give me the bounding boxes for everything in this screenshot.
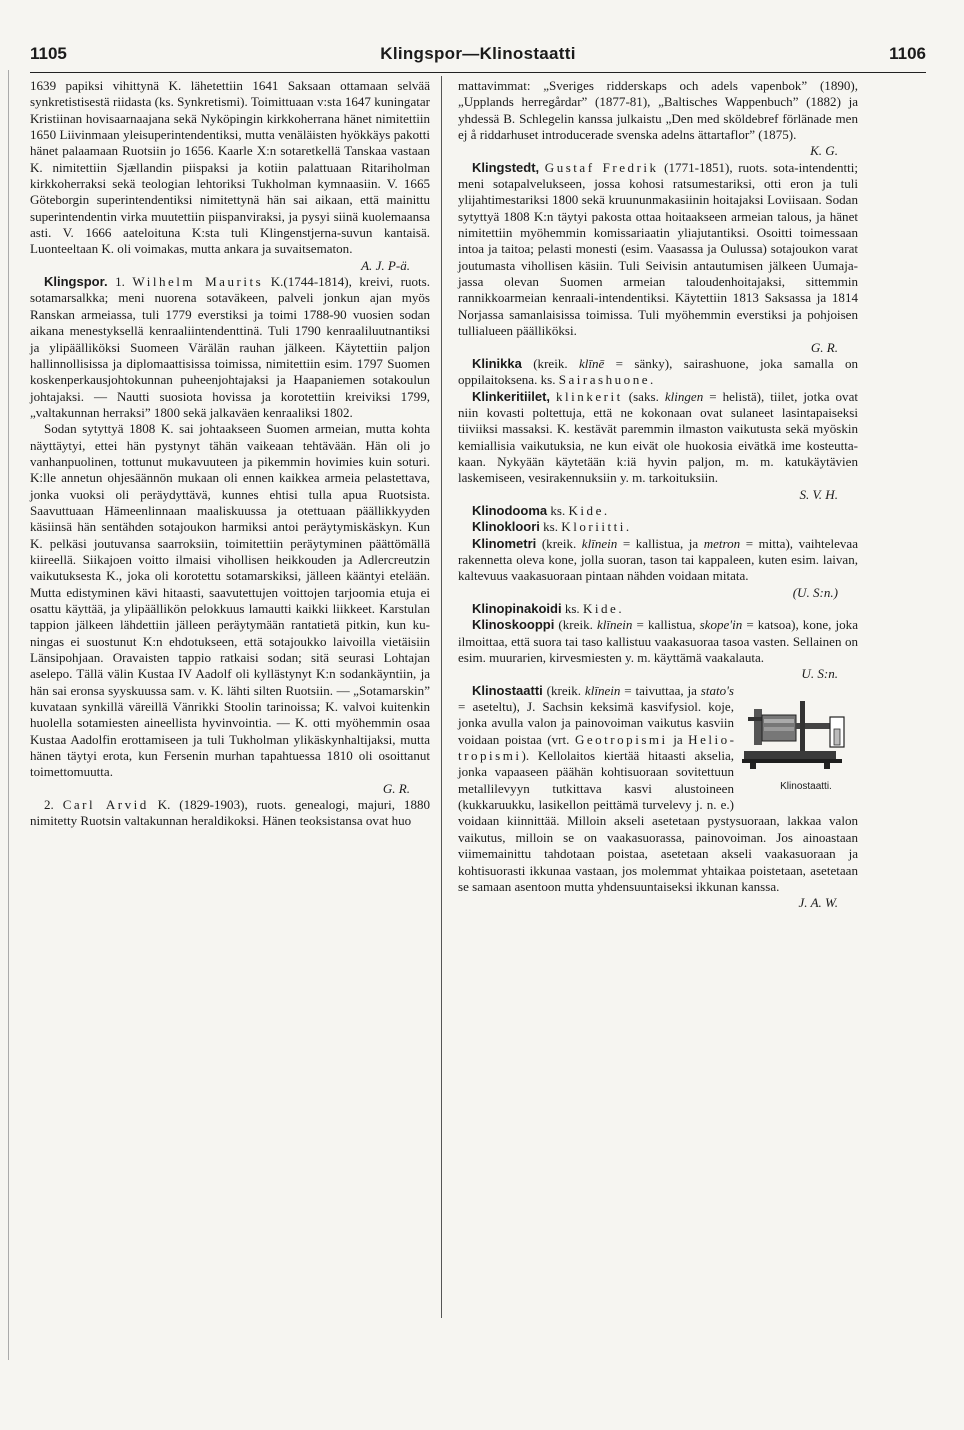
text: = kallistua, xyxy=(632,617,700,633)
text: (kreik. xyxy=(542,682,585,698)
headword: Klinkeritiilet, xyxy=(472,388,551,404)
text: . xyxy=(618,601,622,616)
entry-klinodooma xyxy=(458,503,858,519)
signature: J. A. W. xyxy=(798,895,838,911)
greek-word: klīnein xyxy=(584,682,621,698)
greek-word: metron xyxy=(703,535,741,551)
spaced-name: Carl Arvid xyxy=(62,797,149,813)
foreign-word: klingen xyxy=(664,388,704,404)
text: = helistä), tiilet, jotka ovat niin kovasti poltettuja, että ne kokonaan ovat sulaneet lasintapaiseksi tiiviiksi massaksi. K. kestävät paremmin ilmaston vaikutusta sekä myöskin kemiallisia vaikutuksia, ne kun eivät ole huokosia eivätkä imе kosteuttakaan. Nykyään käytetään k:iä hyvin paljon, m. m. katukäytävien laskemiseen, vesirakennuksiin y. m. tarkoituksiin. xyxy=(458,388,858,486)
right-column xyxy=(458,78,858,912)
klinostaatti-figure xyxy=(740,687,858,797)
headword: Klinometri xyxy=(472,535,537,551)
cross-reference: Kide xyxy=(582,601,619,616)
greek-word: klīnē xyxy=(578,355,605,371)
signature: K. G. xyxy=(810,143,838,159)
text: ks. xyxy=(561,601,583,616)
text: (kreik. xyxy=(521,355,579,371)
headword: Klingspor. xyxy=(44,274,108,290)
entry-klinostaatti xyxy=(458,683,858,895)
text: (kreik. xyxy=(536,535,582,551)
left-page-number: 1105 xyxy=(30,44,67,63)
text: = mitta), vaihtelevaa rakennetta oleva kone, jolla suoran, tason tai kappaleen, kuten esim. laivan, kaltevuus vaakasuoraan pintaan nähden voidaan mitata. xyxy=(458,535,858,584)
cross-reference: Kloriitti xyxy=(561,519,626,535)
signature: G. R. xyxy=(382,780,410,796)
text: (1771-1851), ruots. sota-intendentti; meni sotapalveluksееn, jossa kohosi ratsumestariksi, otti eron ja tuli ylijahtimestariksi 1800 sekä kruununmakasiinin hoitajaksi Loviisaan. Sodan sytyttyä 1808 K:n täytyi pakosta ottaa hoitaakseen armeian talous, ja hänet nimitettiin myöhemmin komissariaatin yliajutantiksi. Osoitti toimessaan intoa ja taitoa; pelasti monesti (esim. Vaasassa ja Oulussa) sotajoukon varat joutumasta vihollisen käsiin. Tuli Seivisin antautumisen jälkeen Uumajajassa olevan Suomen armeian taloudenhoitajaksi, sittemmin rannikkoarmeian kenraali-intendentiksi. Käytettiin 1813 Saksassa ja 1814 Norjassa samanlaisissa toimissa. Tuli myöhemmin everstiksi ja pohjoisen tullialueen päälliköksi. xyxy=(458,159,859,339)
signature: S. V. H. xyxy=(799,486,838,502)
greek-word: skope'in xyxy=(699,617,743,633)
entry-klinkeritiilet xyxy=(458,389,858,487)
text: ja xyxy=(667,731,689,747)
entry-klinokloori xyxy=(458,519,858,535)
text: ks. xyxy=(547,502,569,518)
cross-reference: Geotropismi xyxy=(574,731,668,747)
paragraph: mattavimmat: „Sveriges ridderskaps och adels vapenbok” (1890), „Upplands herregårdar” (1877-81), „Baltisches Wappenbuch” (1882) ja yhdessä B. Schlegelin kanssa julkaistu „Den med sköldеbref förlänade men ej å riddarhuset introducerade svenska adelns ättartaflor” (1875). xyxy=(458,78,858,143)
right-page-number: 1106 xyxy=(889,44,926,63)
spaced-name: klinkerit xyxy=(556,388,623,404)
greek-word: klīnein xyxy=(596,617,633,633)
greek-word: klīnein xyxy=(581,535,618,551)
page-header xyxy=(30,44,926,68)
entry-klinometri xyxy=(458,536,858,585)
spaced-name: Gustaf Fredrik xyxy=(544,159,659,175)
column-divider xyxy=(441,76,442,1318)
text: 1. xyxy=(107,274,133,290)
text: = taivuttaa, ja xyxy=(620,682,701,698)
text: = sänky), sairashuone, joka samalla on oppilaitoksena. ks. xyxy=(458,355,859,388)
text: = katsoa), kone, joka ilmoittaa, että suora tai taso kallistuu vaakasuoraa tasoa vasten. Sellainen on esim. muurarien, kirvesmiesten y. m. käyttämä vaakalauta. xyxy=(458,617,858,666)
greek-word: stato's xyxy=(700,682,734,698)
text: = aseteltu), J. Sachsin keksimä kasvifysiol. koje, jonka avulla valon ja painovoiman vaikutus kasviin voidaan poistaa (vrt. xyxy=(458,699,734,747)
cross-reference: Sairashuone xyxy=(558,372,651,388)
headword: Klingstedt, xyxy=(472,159,540,175)
entry-klingstedt xyxy=(458,160,858,340)
figure-caption: Klinostaatti. xyxy=(780,780,832,792)
text: = kallistua, ja xyxy=(617,535,704,551)
header-rule xyxy=(30,72,926,73)
text: (kreik. xyxy=(554,617,597,633)
headword: Klinodooma xyxy=(472,502,548,518)
running-title: Klingspor—Klinostaatti xyxy=(380,44,576,63)
entry-klinopinakoidi xyxy=(458,601,858,617)
text: . xyxy=(650,372,654,388)
page-margin-line xyxy=(8,70,9,1360)
text: ). Kellolaitos kiertää hitaasti akselia, jonka vapaaseen päähän kohtisuoraan sovitettuun metallilevyyn tutkittava kasvi alustoineen (kukkaruukku, lasikellon peittämä turvelevy j. n. e.) voidaan kiinnittää. Milloin akseli asetetaan pystysuoraan, lakkaa valon vaikutus, milloin se on vaakasuorassa, painovoiman. Jos ainoastaan viimemainittu tahdotaan poistaa, asetetaan akseli vaakasuoraan ja kohtisuorasti ikkunaa vastaan, jos molemmat yhtaikaa poistetaan, asetetaan se samaan asentoon mutta yhdensuuntaiseksi ikkunan kanssa. xyxy=(458,748,858,894)
headword: Klinoskooppi xyxy=(472,617,555,633)
headword: Klinokloori xyxy=(472,519,540,535)
paragraph: Sodan sytyttyä 1808 K. sai johtaakseen Suomen armeian, mutta kohta näyttäytyi, ettei hän pystynyt tähän vaikeaan tehtävään. Hän oli jo vanhanpuolinen, tottunut mukavuuteen ja pikemmin hovimies kuin soturi. K:lle annetun ohjesäännön mukaan oli ennen kaikkea armeia pelastettava, jonka vuoksi oli peräydyttävä, kunnes ehtisi tulla apua Ruotsista. Saavuttuaan Hämeenlinnaan maaliskuussa ja otettuaan päällikkyyden käsiinsä hän sentähden sotajoukon harmiksi antoi peräytymiskäskyn. Kun K. pelkäsi joutuvansa saarroksiin, toimitettiin peräytyminen päättömällä kiireellä. Siikajoen voitto ilmaisi vihollisen heikkouden ja Adlercreutzin vaikutuksesta K., joka oli korotettu sotamarskiksi, jälleen kääntyi etelään. Mutta edistyminen kävi hitaasti, saavutettujen voittojen tarjoomia etuja ei osattu käyttää, ja ylipäällikön pelokkuus lamautti kaikki liikkeet. Karstulan tappion jälkeen lähdettiin jälleen peräytymään rantatietä pitkin, kun kuningas ei suostunut K:n ehdotukseen, että sotajoukko laivoilla vietäisiin Länsipohjaan. Oravaisten tappio ratkaisi sodan; sitä seurasi Lohtajan aselepo. Tällä välin Kustaa IV Aadolf oli kyllästynyt K:n sodankäyntiin, ja hän sai eronsa syyskuussa sam. v. K. lähti silten Ruotsiin. — „Sotamarskin” kuvataan synkillä väreillä Vänrikki Stoolin tarinoissa; K. valvoi kuitenkin huolella sotamiesten aineellista hyvinvointia. — K. otti myöhemmin osaa Kustaa Aadolfin erottamiseen ja tuli Tukholman ylikäskynhaltijaksi, mutta hänen täytyi erota, kun Fersenin murhan tapahtuessa 1810 oli osoittanut toimettomuutta. xyxy=(30,421,430,780)
cross-reference: Kide xyxy=(568,502,604,518)
left-column xyxy=(30,78,430,830)
text: ks. xyxy=(539,519,562,535)
text: (saks. xyxy=(622,388,665,404)
paragraph: 1639 papiksi vihittynä K. lähetettiin 1641 Saksaan ottamaan selvää synkretistisestä riidasta (ks. Synkretismi). Toimittuaan v:sta 1647 kuningatar Kristiinan hovisaarnaajana sekä Nyköpingin kirkkoherrana hänet nimitettiin 1650 Liivinmaan yleisuperintendentiksi, mutta venäläisten hyökkäys pakotti hänet palaamaan Ruotsiin jo 1656. Kaarle X:n sotaretkellä Tanskaa vastaan K. nimitettiin Sjællandin piispaksi ja kotiin palattuaan Ritariholman kirkkoherraksi sekä teologian lehtoriksi Tukholman kymnaasiin. V. 1665 Göteborgin superintendentiksi nimitettynä hän sai aikaan, että mainittu superintendentin virka muutettiin piispanviraksi, ja pysyi siinä kuolemaansa asti. V. 1666 aateloituna K:sta tuli Klingenstjerna-suvun kantaisä. Luonteeltaan K. oli voimakas, mutta ankara ja suvaitsematon. xyxy=(30,78,430,257)
headword: Klinikka xyxy=(472,355,522,371)
text: K. (1829-1903), ruots. genealogi, majuri, 1880 nimitetty Ruotsin valtakunnan heraldikoksi. Hänen teoksistansa ovat huo xyxy=(30,797,431,829)
signature: U. S:n. xyxy=(801,666,838,682)
signature: (U. S:n.) xyxy=(792,584,838,600)
entry-klinoskooppi xyxy=(458,617,858,666)
spaced-name: Wilhelm Maurits xyxy=(132,274,264,290)
signature: A. J. P-ä. xyxy=(361,257,410,273)
signature: G. R. xyxy=(810,339,838,355)
klinostat-illustration xyxy=(740,687,858,779)
cross-reference: Heliotropismi xyxy=(458,731,734,764)
text: . xyxy=(603,502,608,518)
headword: Klinostaatti xyxy=(472,682,543,698)
text: . xyxy=(625,519,630,535)
entry-klinikka xyxy=(458,356,858,389)
entry-klingspor xyxy=(30,274,430,421)
headword: Klinopinakoidi xyxy=(472,601,562,616)
text: K.(1744-1814), kreivi, ruots. sotamarsalkka; meni nuorena sotaväkeen, palveli jonkun ajan myös Ranskan armeiassa, tuli 1779 everstiksi ja toimi 1788-90 vuosien sodan aikana menestyksellä kenraaliintendenttinä. Tuli 1790 kenraaliluutnantiksi ja ylipäälliköksi Suomeen Värälän rauhan jälkeen. Käytettiin paljon hallinnollisissa ja diplomaattisissa toimissa, nimitettiin esim. 1797 Suomen koskenperkausjohtokunnan puheenjohtajaksi ja Haapaniemen sotakoulun johtajaksi. — Nautti suosiota hovissa ja korotettiin kreiviksi 1799, „valtakunnan herraksi” 1800 sekä jalkaväen kenraaliksi 1802. xyxy=(30,274,430,420)
text: 2. xyxy=(44,797,63,813)
entry-carl-arvid xyxy=(30,797,430,830)
